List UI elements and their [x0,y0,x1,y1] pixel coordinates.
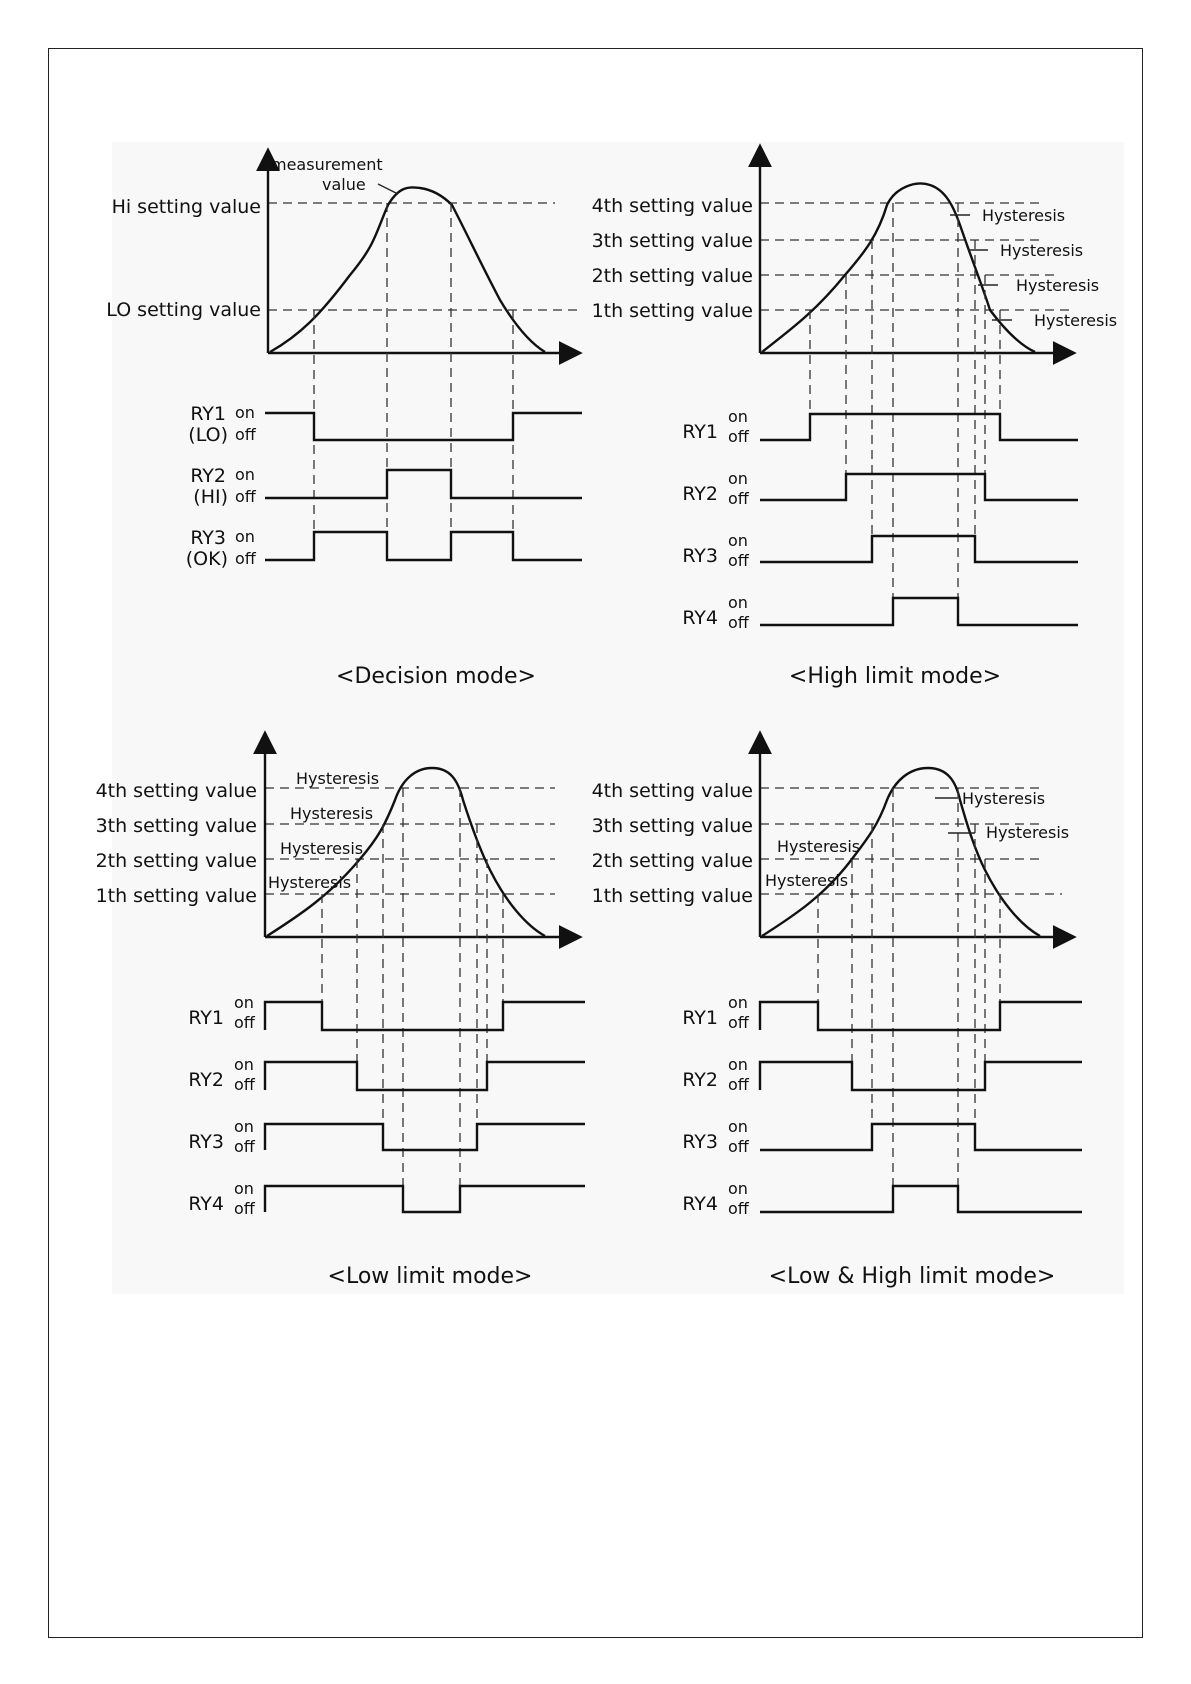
low-limit-mode-panel [96,735,585,1289]
hysteresis-label: Hysteresis [280,839,364,858]
ry1-signal [265,1002,585,1030]
setting-2-label: 2th setting value [591,265,753,287]
high-limit-mode-caption: <High limit mode> [788,664,1002,689]
measurement-leader [378,184,398,194]
measurement-curve [270,187,545,352]
setting-4-label: 4th setting value [95,780,257,802]
high-limit-mode-panel [592,148,1118,689]
on-label: on [728,593,748,612]
ry2-label: RY2 [188,1069,224,1091]
low-limit-mode-caption: <Low limit mode> [327,1264,533,1289]
low-high-limit-mode-caption: <Low & High limit mode> [768,1264,1056,1289]
off-label: off [728,1137,749,1156]
ry1-label: RY1 [190,403,226,425]
hi-setting-label: Hi setting value [111,196,261,218]
hysteresis-label: Hysteresis [268,873,352,892]
on-label: on [235,465,255,484]
ry3-label: RY3 [682,545,718,567]
hysteresis-label: Hysteresis [1016,276,1100,295]
off-label: off [728,1199,749,1218]
ry3-signal [265,532,582,560]
ry1-signal [265,413,582,440]
hysteresis-label: Hysteresis [296,769,380,788]
off-label: off [728,613,749,632]
ry4-label: RY4 [682,1193,718,1215]
off-label: off [235,549,256,568]
on-label: on [728,469,748,488]
on-label: on [234,1117,254,1136]
hysteresis-label: Hysteresis [765,871,849,890]
ry3-signal [760,536,1078,562]
ry1-sublabel: (LO) [188,424,228,446]
on-label: on [728,407,748,426]
off-label: off [235,425,256,444]
ry3-signal [760,1124,1082,1150]
ry2-signal [760,1062,1082,1090]
ry4-label: RY4 [188,1193,224,1215]
ry4-label: RY4 [682,607,718,629]
ry3-label: RY3 [190,527,226,549]
hysteresis-label: Hysteresis [986,823,1070,842]
on-label: on [728,531,748,550]
lo-setting-label: LO setting value [106,299,261,321]
off-label: off [728,427,749,446]
decision-mode-panel [106,152,582,689]
off-label: off [235,487,256,506]
hysteresis-label: Hysteresis [1034,311,1118,330]
ry1-signal [760,414,1078,440]
on-label: on [728,1179,748,1198]
ry1-label: RY1 [682,421,718,443]
hysteresis-label: Hysteresis [1000,241,1084,260]
on-label: on [234,993,254,1012]
off-label: off [234,1199,255,1218]
setting-4-label: 4th setting value [591,780,753,802]
ry2-signal [265,470,582,498]
on-label: on [235,403,255,422]
on-label: on [234,1055,254,1074]
hysteresis-label: Hysteresis [290,804,374,823]
setting-3-label: 3th setting value [95,815,257,837]
ry2-label: RY2 [190,465,226,487]
off-label: off [234,1013,255,1032]
ry4-signal [265,1186,585,1212]
on-label: on [728,1117,748,1136]
ry1-signal [760,1002,1082,1030]
ry2-label: RY2 [682,1069,718,1091]
off-label: off [234,1075,255,1094]
hysteresis-label: Hysteresis [777,837,861,856]
ry2-signal [265,1062,585,1090]
hysteresis-label: Hysteresis [982,206,1066,225]
off-label: off [728,551,749,570]
ry3-sublabel: (OK) [185,548,228,570]
measurement-label: measurement [271,155,383,174]
decision-mode-caption: <Decision mode> [336,664,536,689]
ry1-label: RY1 [682,1007,718,1029]
setting-2-label: 2th setting value [591,850,753,872]
setting-1-label: 1th setting value [591,300,753,322]
on-label: on [728,1055,748,1074]
ry1-label: RY1 [188,1007,224,1029]
measurement-label: value [322,175,366,194]
on-label: on [234,1179,254,1198]
setting-1-label: 1th setting value [95,885,257,907]
ry2-signal [760,474,1078,500]
ry4-signal [760,598,1078,625]
setting-3-label: 3th setting value [591,815,753,837]
off-label: off [728,1013,749,1032]
setting-2-label: 2th setting value [95,850,257,872]
off-label: off [728,489,749,508]
ry3-label: RY3 [682,1131,718,1153]
on-label: on [728,993,748,1012]
setting-4-label: 4th setting value [591,195,753,217]
off-label: off [234,1137,255,1156]
off-label: off [728,1075,749,1094]
low-high-limit-mode-panel [592,735,1082,1289]
setting-3-label: 3th setting value [591,230,753,252]
setting-1-label: 1th setting value [591,885,753,907]
ry2-sublabel: (HI) [193,486,228,508]
ry4-signal [760,1186,1082,1212]
hysteresis-label: Hysteresis [962,789,1046,808]
ry3-label: RY3 [188,1131,224,1153]
ry2-label: RY2 [682,483,718,505]
on-label: on [235,527,255,546]
ry3-signal [265,1124,585,1150]
